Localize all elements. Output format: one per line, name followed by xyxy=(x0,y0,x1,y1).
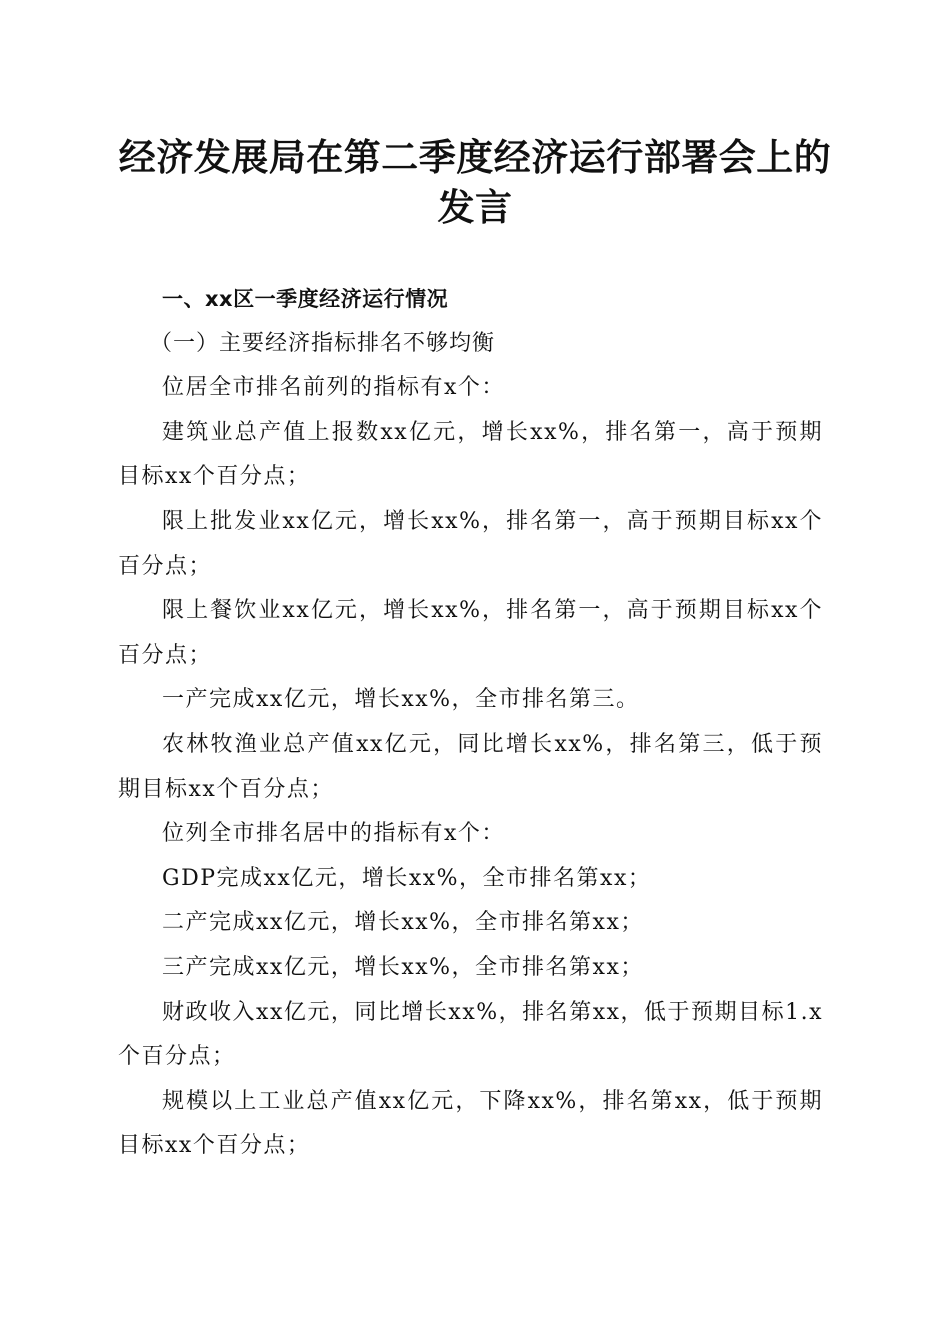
document-title: 经济发展局在第二季度经济运行部署会上的发言 xyxy=(118,135,832,229)
paragraph: 规模以上工业总产值xx亿元，下降xx%，排名第xx，低于预期目标xx个百分点； xyxy=(118,1088,823,1159)
paragraph: 农林牧渔业总产值xx亿元，同比增长xx%，排名第三，低于预期目标xx个百分点； xyxy=(118,731,823,802)
paragraph: 建筑业总产值上报数xx亿元，增长xx%，排名第一，高于预期目标xx个百分点； xyxy=(118,419,823,490)
paragraph: 位居全市排名前列的指标有x个： xyxy=(162,375,505,401)
paragraph: 限上批发业xx亿元，增长xx%，排名第一，高于预期目标xx个百分点； xyxy=(118,508,823,579)
subsection-heading: （一）主要经济指标排名不够均衡 xyxy=(150,330,496,356)
paragraph: 一产完成xx亿元，增长xx%，全市排名第三。 xyxy=(162,687,640,713)
paragraph: 财政收入xx亿元，同比增长xx%，排名第xx，低于预期目标1.x个百分点； xyxy=(118,999,823,1070)
document-body xyxy=(118,277,823,1169)
paragraph: 位列全市排名居中的指标有x个： xyxy=(162,821,505,847)
paragraph: 三产完成xx亿元，增长xx%，全市排名第xx； xyxy=(162,954,644,980)
paragraph: 二产完成xx亿元，增长xx%，全市排名第xx； xyxy=(162,910,644,936)
section-heading: 一、xx区一季度经济运行情况 xyxy=(162,287,449,311)
paragraph: 限上餐饮业xx亿元，增长xx%，排名第一，高于预期目标xx个百分点； xyxy=(118,598,823,668)
paragraph: GDP完成xx亿元，增长xx%，全市排名第xx； xyxy=(162,865,652,891)
